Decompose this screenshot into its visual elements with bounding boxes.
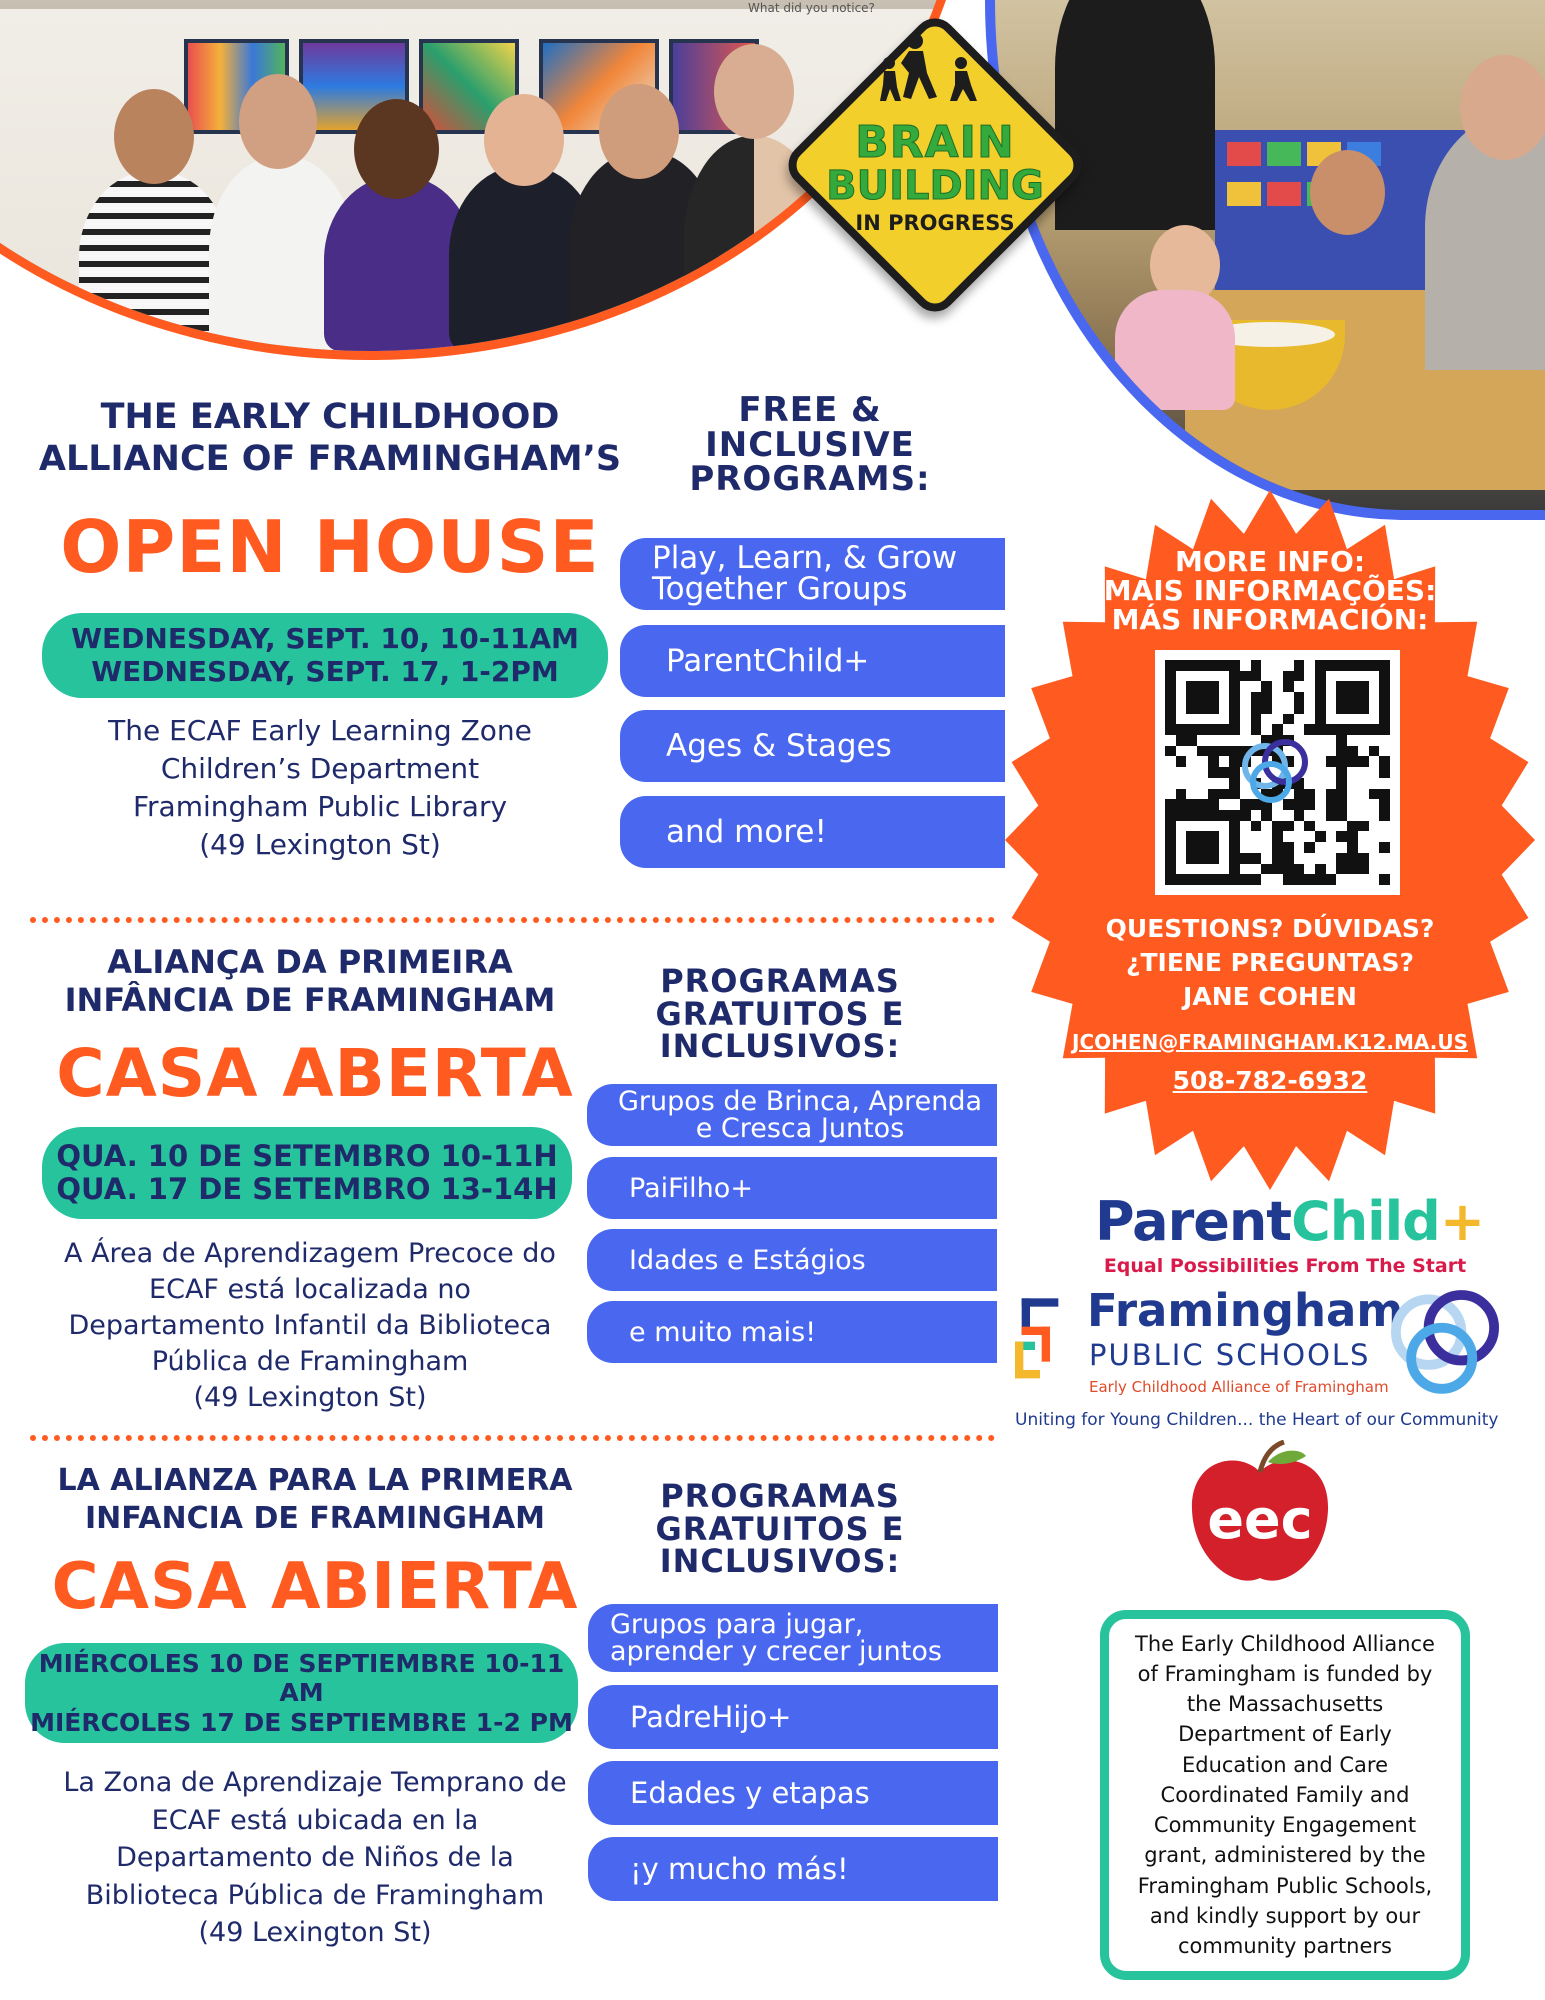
contact-email-link[interactable]: JCOHEN@FRAMINGHAM.K12.MA.US: [1072, 1030, 1468, 1054]
pt-programs-heading: PROGRAMAS GRATUITOS E INCLUSIVOS:: [655, 962, 905, 1066]
photo-whiteboard-note: What did you notice?: [748, 1, 875, 15]
es-programs-heading: PROGRAMAS GRATUITOS E INCLUSIVOS:: [655, 1477, 905, 1581]
en-open-house-title: OPEN HOUSE: [60, 505, 600, 589]
funding-note-box: [1100, 1610, 1470, 1980]
fps-emblem-icon: [1015, 1295, 1065, 1385]
contact-phone-link[interactable]: 508-782-6932: [1172, 1066, 1368, 1095]
en-program-more[interactable]: and more!: [620, 796, 1005, 868]
pt-date-1: QUA. 10 DE SETEMBRO 10-11H: [56, 1138, 558, 1173]
fps-ecaf: Early Childhood Alliance of Framingham: [1089, 1378, 1389, 1396]
alliance-rings-icon: [1237, 738, 1317, 808]
pt-date-2: QUA. 17 DE SETEMBRO 13-14H: [56, 1172, 558, 1206]
pt-dates-pill: [42, 1127, 572, 1219]
pt-org-heading: ALIANÇA DA PRIMEIRA INFÂNCIA DE FRAMINGHAM: [64, 943, 556, 1020]
fps-name: Framingham: [1087, 1284, 1404, 1337]
es-dates-pill: [25, 1643, 578, 1743]
es-org-heading: LA ALIANZA PARA LA PRIMERA INFANCIA DE FRAMINGHAM: [57, 1463, 573, 1536]
brain-building-sign: [775, 5, 1095, 325]
section-divider-2: [30, 1435, 995, 1441]
eec-apple-logo: [1180, 1440, 1340, 1590]
pt-program-grupos[interactable]: Grupos de Brinca, Aprenda e Cresca Juntos: [587, 1084, 997, 1146]
en-programs-heading: FREE & INCLUSIVE PROGRAMS:: [689, 390, 931, 500]
funding-note-text: The Early Childhood Alliance of Framingham is funded by the Massachusetts Department of Early Education and Care Coordinated Family and Community Engagement grant, administered by the Framingham Public Schools, and kindly support by our community partners: [1135, 1631, 1435, 1959]
en-date-2: WEDNESDAY, SEPT. 17, 1-2PM: [91, 654, 559, 688]
sign-progress-text: IN PROGRESS: [855, 211, 1015, 235]
es-program-mucho-mas[interactable]: ¡y mucho más!: [588, 1837, 998, 1901]
fps-tagline: Uniting for Young Children... the Heart of our Community: [1015, 1410, 1499, 1430]
en-program-parentchild[interactable]: ParentChild+: [620, 625, 1005, 697]
es-date-2: MIÉRCOLES 17 DE SEPTIEMBRE 1-2 PM: [30, 1707, 573, 1737]
eec-logo-text: eec: [1207, 1488, 1313, 1551]
es-date-1: MIÉRCOLES 10 DE SEPTIEMBRE 10-11 AM: [38, 1648, 565, 1708]
en-program-ages-stages[interactable]: Ages & Stages: [620, 710, 1005, 782]
en-location: The ECAF Early Learning Zone Children’s Department Framingham Public Library (49 Lexington St): [108, 714, 532, 862]
es-casa-abierta-title: CASA ABIERTA: [51, 1550, 579, 1624]
contact-name: JANE COHEN: [1183, 981, 1357, 1011]
en-dates-pill: [42, 613, 608, 698]
es-location: La Zona de Aprendizaje Temprano de ECAF está ubicada en la Departamento de Niños de la Biblioteca Pública de Framingham (49 Lexington St): [63, 1767, 567, 1949]
sign-building-text: BUILDING: [826, 163, 1044, 209]
pt-casa-aberta-title: CASA ABERTA: [56, 1035, 574, 1112]
parentchild-plus-logo: [1095, 1190, 1485, 1277]
pt-program-paifilho[interactable]: PaiFilho+: [587, 1157, 997, 1219]
section-divider-1: [30, 917, 995, 923]
en-org-heading: THE EARLY CHILDHOOD ALLIANCE OF FRAMINGHAM’S: [38, 397, 622, 479]
parentchild-logo-child: Child: [1291, 1190, 1440, 1253]
parentchild-logo-plus: +: [1439, 1190, 1485, 1253]
en-date-1: WEDNESDAY, SEPT. 10, 10-11AM: [71, 622, 579, 656]
es-program-edades-etapas[interactable]: Edades y etapas: [588, 1761, 998, 1825]
framingham-public-schools-logo: [1015, 1284, 1515, 1440]
questions-text: QUESTIONS? DÚVIDAS? ¿TIENE PREGUNTAS? JANE COHEN: [1080, 912, 1460, 1013]
en-program-play-learn-grow[interactable]: Play, Learn, & Grow Together Groups: [620, 538, 1005, 610]
es-program-grupos[interactable]: Grupos para jugar, aprender y crecer juntos: [588, 1604, 998, 1672]
running-family-icon: [875, 33, 995, 103]
fps-rings-icon: [1385, 1288, 1505, 1398]
es-program-padrehijo[interactable]: PadreHijo+: [588, 1685, 998, 1749]
pt-program-mais[interactable]: e muito mais!: [587, 1301, 997, 1363]
fps-sub: PUBLIC SCHOOLS: [1089, 1338, 1371, 1372]
pt-program-idades-estagios[interactable]: Idades e Estágios: [587, 1229, 997, 1291]
more-info-heading: MORE INFO: MAIS INFORMAÇÕES: MÁS INFORMACIÓN:: [1103, 545, 1437, 636]
parentchild-logo-parent: Parent: [1095, 1190, 1292, 1253]
sign-brain-text: BRAIN: [855, 117, 1015, 168]
pt-location: A Área de Aprendizagem Precoce do ECAF está localizada no Departamento Infantil da Biblioteca Pública de Framingham (49 Lexington St): [64, 1238, 556, 1413]
qr-code[interactable]: [1155, 650, 1400, 895]
parentchild-tagline: Equal Possibilities From The Start: [1103, 1255, 1467, 1277]
